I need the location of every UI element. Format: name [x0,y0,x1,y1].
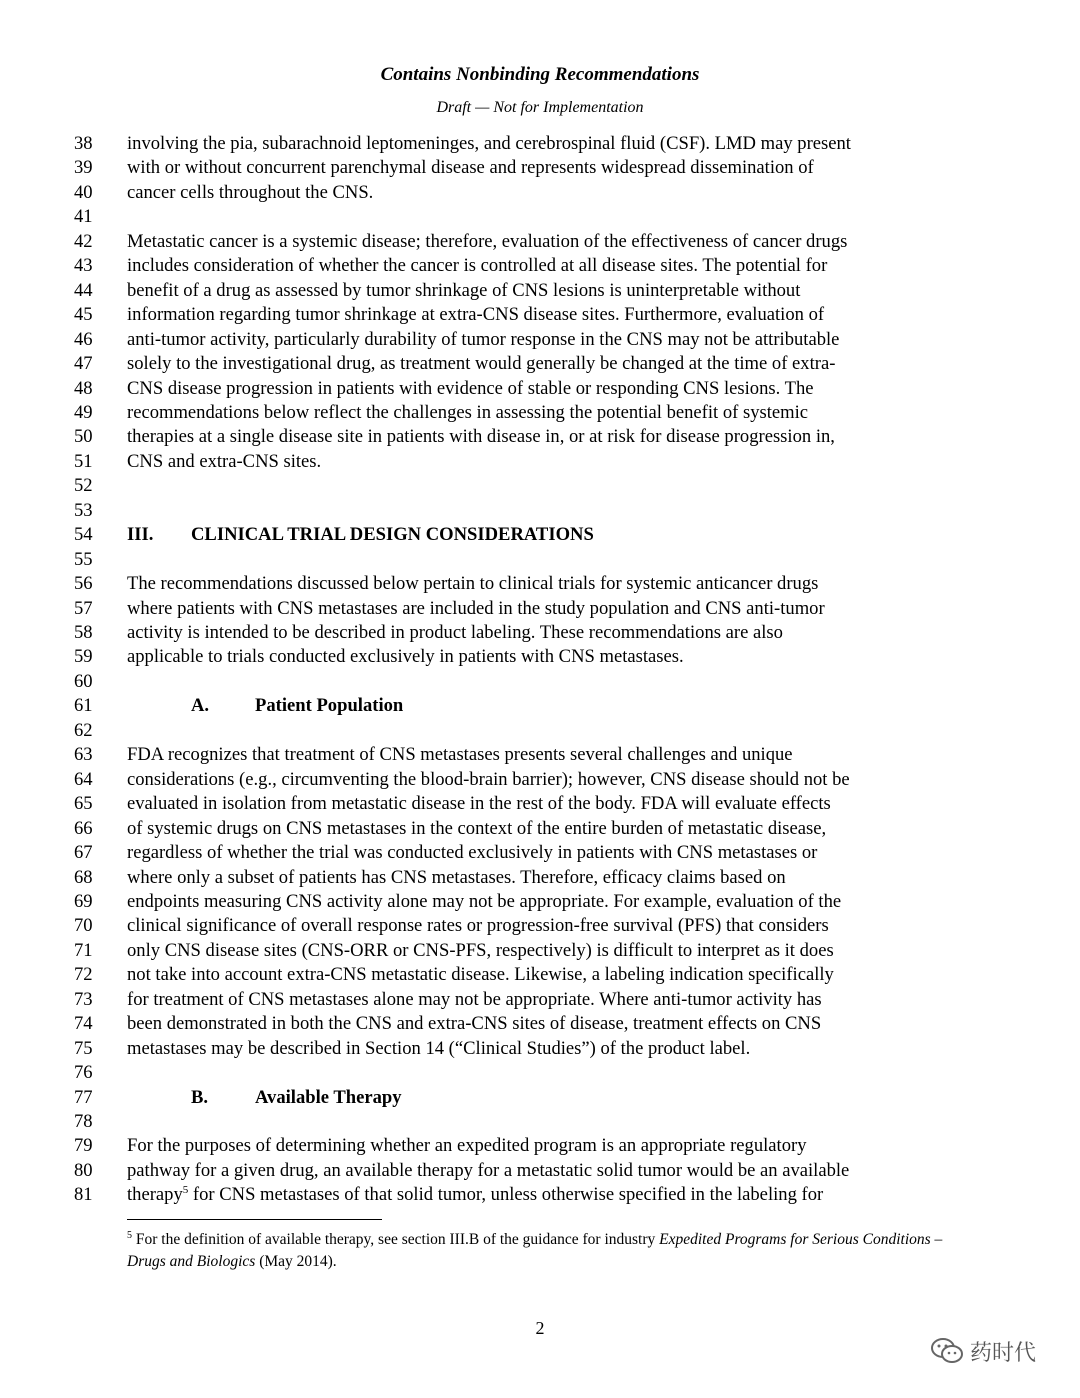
text-line [0,523,1080,547]
line-text: pathway for a given drug, an available therapy for a metastatic solid tumor would be an available [127,1159,850,1181]
line-text: anti-tumor activity, particularly durability of tumor response in the CNS may not be attributable [127,328,840,350]
text-line [0,279,1080,303]
line-text: Metastatic cancer is a systemic disease; therefore, evaluation of the effectiveness of cancer drugs [127,230,848,252]
text-line [0,548,1080,572]
text-line [0,841,1080,865]
line-number: 64 [74,768,93,790]
text-line [0,205,1080,229]
running-header-subtitle: Draft — Not for Implementation [436,99,644,116]
text-line [0,792,1080,816]
text-line [0,670,1080,694]
line-number: 42 [74,230,93,252]
text-line [0,694,1080,718]
line-text: FDA recognizes that treatment of CNS metastases presents several challenges and unique [127,744,793,766]
line-text: not take into account extra-CNS metastatic disease. Likewise, a labeling indication specifically [127,964,834,986]
text-line [0,1012,1080,1036]
line-number: 75 [74,1037,93,1059]
line-number: 38 [74,133,93,154]
text-line [0,425,1080,449]
wechat-icon [930,1336,964,1366]
line-number: 65 [74,793,93,815]
line-number: 51 [74,450,93,472]
line-text: where only a subset of patients has CNS metastases. Therefore, efficacy claims based on [127,866,786,888]
text-line [0,1110,1080,1134]
line-text: information regarding tumor shrinkage at extra-CNS disease sites. Furthermore, evaluation of [127,304,825,326]
line-text: of systemic drugs on CNS metastases in the context of the entire burden of metastatic disease, [127,817,827,839]
line-number: 68 [74,866,93,888]
line-number: 48 [74,377,93,399]
line-number: 72 [74,964,93,986]
line-text: only CNS disease sites (CNS-ORR or CNS-PFS, respectively) is difficult to interpret as it does [127,939,834,961]
line-number: 76 [74,1062,93,1084]
subsection-heading [191,694,403,718]
line-text: clinical significance of overall response rates or progression-free survival (PFS) that considers [127,915,829,937]
line-number: 39 [74,157,93,179]
line-number: 74 [74,1013,93,1035]
line-text [127,1183,823,1207]
line-number: 66 [74,817,93,839]
line-text: recommendations below reflect the challenges in assessing the potential benefit of systemic [127,401,809,423]
text-line [0,621,1080,645]
section-title: CLINICAL TRIAL DESIGN CONSIDERATIONS [191,524,594,546]
text-line [0,401,1080,425]
line-number: 62 [74,719,93,741]
line-text: activity is intended to be described in product labeling. These recommendations are also [127,622,783,643]
text-line [0,1134,1080,1158]
line-text: regardless of whether the trial was conducted exclusively in patients with CNS metastases or [127,842,818,864]
text-line [0,719,1080,743]
text-line [0,474,1080,498]
text-line [0,499,1080,523]
line-number: 63 [74,744,93,766]
text-line [0,572,1080,596]
line-text: includes consideration of whether the cancer is controlled at all disease sites. The potential for [127,255,828,277]
line-text: for treatment of CNS metastases alone may not be appropriate. Where anti-tumor activity has [127,988,822,1010]
text-line [0,988,1080,1012]
line-number: 77 [74,1086,93,1108]
line-number: 60 [74,670,93,692]
text-line [0,1159,1080,1183]
line-text: therapies at a single disease site in patients with disease in, or at risk for disease progression in, [127,426,835,448]
line-text: applicable to trials conducted exclusively in patients with CNS metastases. [127,646,684,668]
line-number: 43 [74,255,93,277]
subsection-title: Patient Population [255,695,404,717]
line-number: 52 [74,475,93,497]
line-text: CNS and extra-CNS sites. [127,450,322,472]
section-number: III. [127,524,154,546]
line-text: solely to the investigational drug, as treatment would generally be changed at the time of extra- [127,353,836,375]
line-text: endpoints measuring CNS activity alone may not be appropriate. For example, evaluation of the [127,890,842,912]
line-number: 80 [74,1159,93,1181]
text-line [0,230,1080,254]
subsection-heading [191,1086,402,1110]
line-number: 44 [74,279,93,301]
line-text: The recommendations discussed below pertain to clinical trials for systemic anticancer drugs [127,573,819,595]
line-text: considerations (e.g., circumventing the blood-brain barrier); however, CNS disease should not be [127,768,850,790]
line-text: evaluated in isolation from metastatic disease in the rest of the body. FDA will evaluate effects [127,793,831,815]
text-line [0,1037,1080,1061]
line-number: 57 [74,597,93,619]
line-text: cancer cells throughout the CNS. [127,181,374,203]
footnote-separator [127,1219,382,1220]
line-number: 73 [74,988,93,1010]
line-number: 47 [74,353,93,375]
text-line [0,377,1080,401]
line-text: For the purposes of determining whether an expedited program is an appropriate regulatory [127,1135,807,1157]
text-line [0,1061,1080,1085]
line-number: 53 [74,499,93,521]
line-number: 56 [74,573,93,595]
text-line [0,939,1080,963]
line-number: 59 [74,646,93,668]
line-number: 54 [74,524,93,546]
footnote-mark: 5 [127,1229,132,1241]
line-number: 67 [74,842,93,864]
text-line [0,352,1080,376]
footnote-text: For the definition of available therapy, see section III.B of the guidance for industry [132,1231,660,1248]
text-line [0,914,1080,938]
text-line [0,181,1080,205]
subsection-letter: B. [191,1086,209,1108]
line-number: 70 [74,915,93,937]
section-heading [127,523,594,547]
text-line [0,645,1080,669]
text-line [0,597,1080,621]
footnote [127,1229,947,1273]
text-line [0,743,1080,767]
text-line [0,156,1080,180]
footnote-tail: (May 2014). [255,1253,337,1270]
line-number: 69 [74,890,93,912]
line-text: metastases may be described in Section 14 (“Clinical Studies”) of the product label. [127,1037,751,1059]
footnote-guidance-title: Expedited Programs for Serious Conditions – Drugs and Biologics [127,1231,943,1270]
line-text: CNS disease progression in patients with evidence of stable or responding CNS lesions. The [127,377,814,399]
line-number: 81 [74,1184,93,1206]
line-text: been demonstrated in both the CNS and extra-CNS sites of disease, treatment effects on CNS [127,1013,822,1035]
footnote-reference: 5 [182,1184,189,1197]
text-line [0,303,1080,327]
line-number: 50 [74,426,93,448]
text-line [0,963,1080,987]
text-line [0,1183,1080,1207]
line-text: where patients with CNS metastases are included in the study population and CNS anti-tumor [127,597,825,619]
line-text-part: for CNS metastases of that solid tumor, unless otherwise specified in the labeling for [188,1184,824,1206]
line-number: 41 [74,206,93,228]
line-text: involving the pia, subarachnoid leptomeninges, and cerebrospinal fluid (CSF). LMD may present [127,133,851,154]
watermark-text: 药时代 [970,1340,1037,1366]
line-number: 45 [74,304,93,326]
page-number: 2 [535,1318,545,1338]
text-line [0,450,1080,474]
subsection-title: Available Therapy [255,1086,402,1108]
text-line [0,890,1080,914]
text-line [0,768,1080,792]
line-number: 58 [74,622,93,643]
line-text: with or without concurrent parenchymal disease and represents widespread dissemination of [127,157,814,179]
line-number: 61 [74,695,93,717]
line-text: benefit of a drug as assessed by tumor shrinkage of CNS lesions is uninterpretable without [127,279,801,301]
watermark [930,1334,1036,1368]
line-number: 71 [74,939,93,961]
text-line [0,1086,1080,1110]
subsection-letter: A. [191,695,210,717]
line-number: 78 [74,1111,93,1132]
line-number: 40 [74,181,93,203]
text-line [0,866,1080,890]
running-header-title: Contains Nonbinding Recommendations [380,64,700,85]
text-line [0,328,1080,352]
text-line [0,254,1080,278]
line-number: 55 [74,548,93,570]
line-number: 46 [74,328,93,350]
line-number: 49 [74,401,93,423]
text-line [0,817,1080,841]
line-text-part: therapy [127,1184,183,1206]
text-line [0,132,1080,156]
line-number: 79 [74,1135,93,1157]
